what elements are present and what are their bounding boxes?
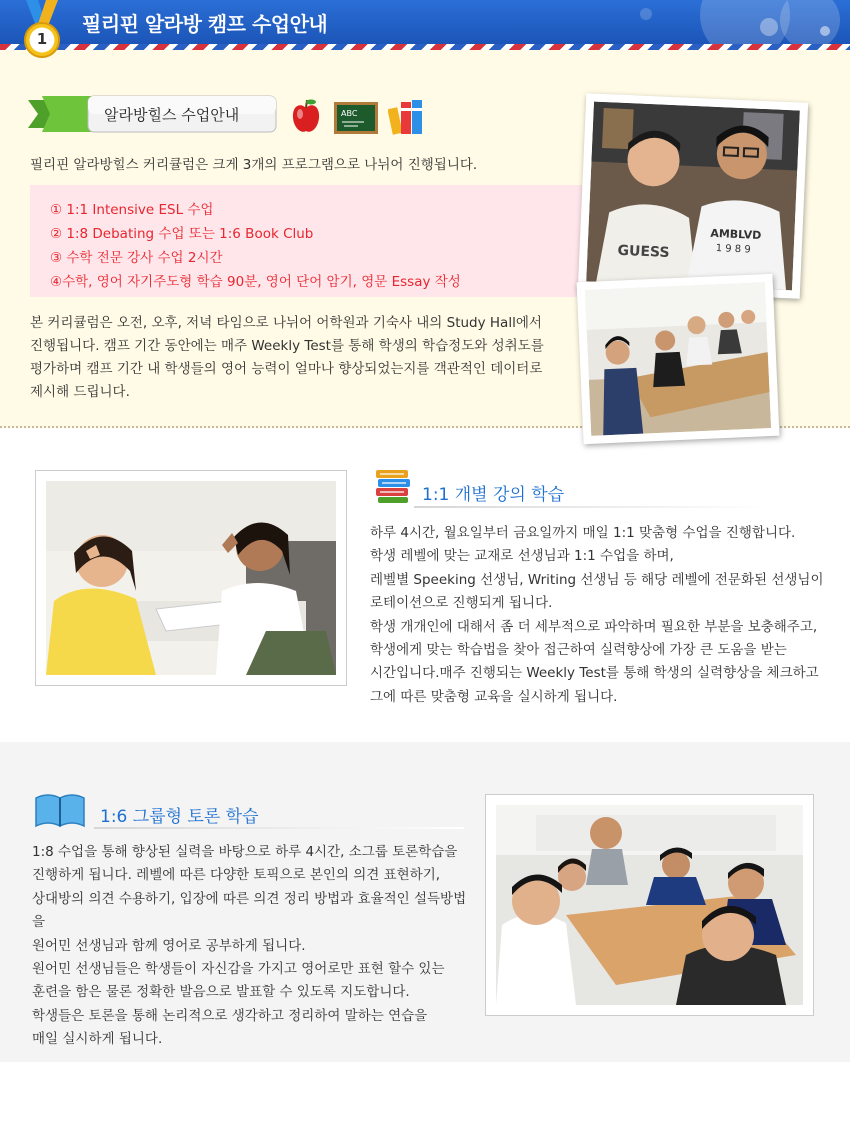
students-photo <box>578 93 808 298</box>
curriculum-description <box>30 312 550 404</box>
apple-icon <box>290 96 322 136</box>
paragraph-line: 진행됩니다. 캠프 기간 동안에는 매주 Weekly Test를 통해 학생의 학습정도와 성취도를 <box>30 338 544 354</box>
paragraph-line: 하루 4시간, 월요일부터 금요일까지 매일 1:1 맞춤형 수업을 진행합니다. <box>370 525 796 541</box>
group-debate-section <box>0 742 850 1062</box>
paragraph-line: 제시해 드립니다. <box>30 384 130 400</box>
heading-underline <box>94 827 464 829</box>
program-item: ④수학, 영어 자기주도형 학습 90분, 영어 단어 암기, 영문 Essay 작성 <box>50 274 461 290</box>
shirt-text-year: 1 9 8 9 <box>715 243 751 256</box>
paragraph-line: 원어민 선생님들은 학생들이 자신감을 가지고 영어로만 표현 할수 있는 <box>32 961 445 978</box>
paragraph-line: 상대방의 의견 수용하기, 입장에 따른 의견 정리 방법과 효율적인 설득방법을 <box>32 890 467 931</box>
open-book-icon <box>34 792 86 828</box>
one-on-one-description <box>370 522 830 709</box>
group-debate-description <box>32 841 472 1052</box>
program-item: ③ 수학 전문 강사 수업 2시간 <box>50 250 223 266</box>
shirt-text-amblvd: AMBLVD <box>710 226 762 243</box>
ribbon-label: 알라방힐스 수업안내 <box>104 106 240 124</box>
one-on-one-section <box>0 430 850 740</box>
medal-number: 1 <box>36 30 48 48</box>
paragraph-line: 학생 레벨에 맞는 교재로 선생님과 1:1 수업을 하며, <box>370 548 674 565</box>
paragraph-line: 레벨별 Speeking 선생님, Writing 선생님 등 해당 레벨에 전문화된 선생님이 <box>370 571 824 588</box>
paragraph-line: 본 커리큘럼은 오전, 오후, 저녁 타임으로 나뉘어 어학원과 기숙사 내의 Study Hall에서 <box>30 315 542 331</box>
page-header <box>0 0 850 44</box>
heading-underline <box>414 506 770 508</box>
stacked-books-icon <box>374 468 412 504</box>
paragraph-line: 진행하게 됩니다. 레벨에 따른 다양한 토픽으로 본인의 의견 표현하기, <box>32 867 441 884</box>
paragraph-line: 학생들은 토론을 통해 논리적으로 생각하고 정리하여 말하는 연습을 <box>32 1007 428 1024</box>
shirt-text-guess: GUESS <box>617 242 670 262</box>
paragraph-line: 1:8 수업을 통해 향상된 실력을 바탕으로 하루 4시간, 소그룹 토론학습을 <box>32 844 458 860</box>
paragraph-line: 학생에게 맞는 학습법을 찾아 접근하여 실력향상에 가장 큰 도움을 받는 <box>370 642 787 659</box>
one-on-one-heading: 1:1 개별 강의 학습 <box>422 485 565 505</box>
group-debate-photo <box>485 794 814 1016</box>
one-on-one-photo <box>35 470 347 686</box>
paragraph-line: 원어민 선생님과 함께 영어로 공부하게 됩니다. <box>32 937 306 954</box>
paragraph-line: 매일 실시하게 됩니다. <box>32 1031 163 1048</box>
paragraph-line: 시간입니다.매주 진행되는 Weekly Test를 통해 학생의 실력향상을 체크하고 <box>370 665 819 682</box>
program-list-box <box>30 185 590 297</box>
paragraph-line: 훈련을 함은 물론 정확한 발음으로 발표할 수 있도록 지도합니다. <box>32 984 410 1001</box>
svg-text:ABC: ABC <box>341 109 358 118</box>
chalkboard-icon <box>334 102 378 134</box>
books-icon <box>388 98 428 136</box>
paragraph-line: 학생 개개인에 대해서 좀 더 세부적으로 파악하며 필요한 부분을 보충해주고, <box>370 618 818 635</box>
page-title: 필리핀 알라방 캠프 수업안내 <box>82 12 328 36</box>
curriculum-intro-text: 필리핀 알라방힐스 커리큘럼은 크게 3개의 프로그램으로 나뉘어 진행됩니다. <box>30 157 478 173</box>
paragraph-line: 로테이션으로 진행되게 됩니다. <box>370 595 553 612</box>
curriculum-overview-section <box>0 50 850 428</box>
program-item: ② 1:8 Debating 수업 또는 1:6 Book Club <box>50 226 314 242</box>
paragraph-line: 그에 따른 맞춤형 교육을 실시하게 됩니다. <box>370 688 618 705</box>
classroom-photo <box>577 274 780 444</box>
paragraph-line: 평가하며 캠프 기간 내 학생들의 영어 능력이 얼마나 향상되었는지를 객관적인 데이터로 <box>30 361 543 377</box>
program-item: ① 1:1 Intensive ESL 수업 <box>50 202 214 218</box>
group-debate-heading: 1:6 그룹형 토론 학습 <box>100 807 259 827</box>
